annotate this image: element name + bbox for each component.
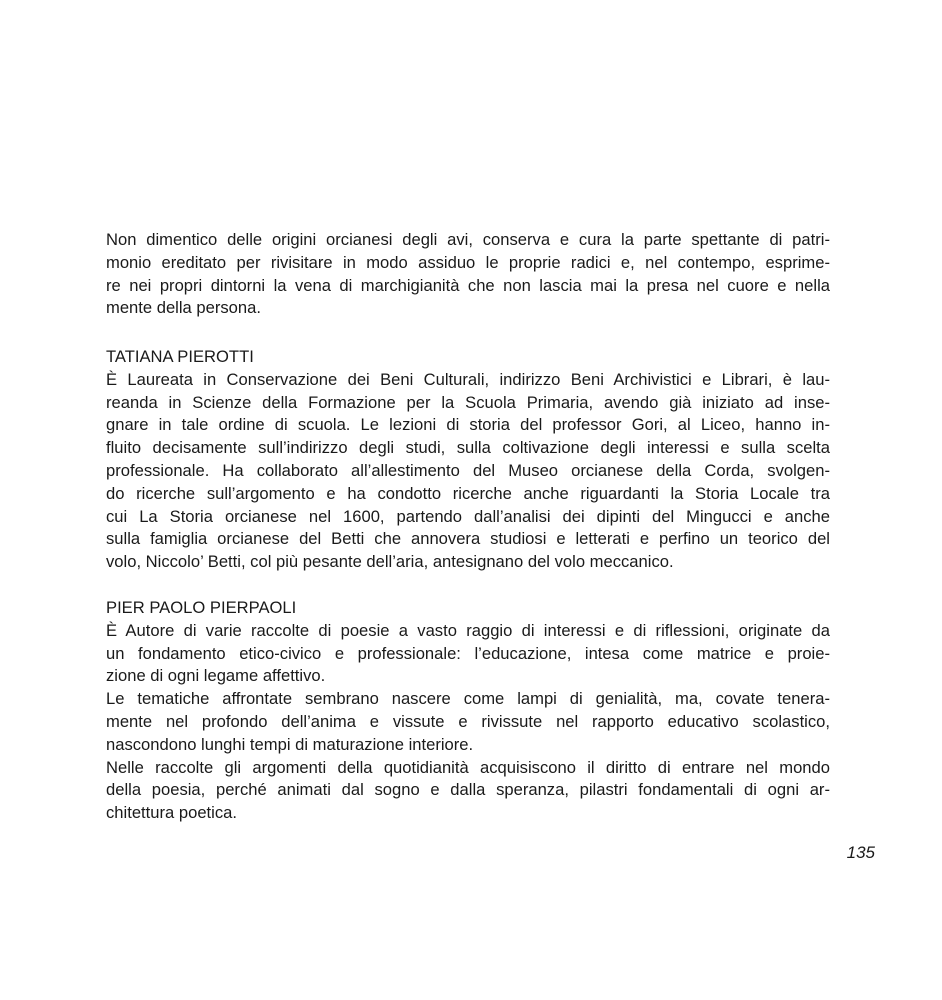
- section-heading: TATIANA PIEROTTI: [106, 347, 254, 366]
- paragraph-line: Non dimentico delle origini orcianesi degli avi, conserva e cura la parte spettante di patri-: [106, 230, 830, 249]
- intro-paragraph: [106, 229, 830, 320]
- paragraph-line: chitettura poetica.: [106, 803, 237, 823]
- paragraph-line: do ricerche sull’argomento e ha condotto ricerche anche riguardanti la Storia Locale tra: [106, 483, 830, 503]
- paragraph-line: mente della persona.: [106, 298, 261, 318]
- paragraph-line: della poesia, perché animati dal sogno e dalla speranza, pilastri fondamentali di ogni ar-: [106, 780, 830, 800]
- paragraph-line: cui La Storia orcianese nel 1600, partendo dall’analisi dei dipinti del Mingucci e anche: [106, 506, 830, 526]
- paragraph-line: Le tematiche affrontate sembrano nascere come lampi di genialità, ma, covate tenera-: [106, 689, 830, 709]
- paragraph-line: sulla famiglia orcianese del Betti che annovera studiosi e letterati e perfino un teorico del: [106, 529, 830, 549]
- paragraph-line: È Laureata in Conservazione dei Beni Culturali, indirizzo Beni Archivistici e Librari, è lau-: [106, 369, 830, 389]
- section-pier-paolo-pierpaoli: [106, 597, 830, 825]
- section-tatiana-pierotti: [106, 346, 830, 574]
- paragraph-line: re nei propri dintorni la vena di marchigianità che non lascia mai la presa nel cuore e nella: [106, 275, 830, 295]
- section-heading: PIER PAOLO PIERPAOLI: [106, 598, 297, 617]
- paragraph-line: volo, Niccolo’ Betti, col più pesante dell’aria, antesignano del volo meccanico.: [106, 552, 674, 572]
- paragraph-line: È Autore di varie raccolte di poesie a vasto raggio di interessi e di riflessioni, originate da: [106, 620, 830, 640]
- paragraph-line: reanda in Scienze della Formazione per la Scuola Primaria, avendo già iniziato ad inse-: [106, 392, 830, 412]
- paragraph-line: un fondamento etico-civico e professionale: l’educazione, intesa come matrice e proie-: [106, 643, 830, 663]
- paragraph-line: Nelle raccolte gli argomenti della quotidianità acquisiscono il diritto di entrare nel mondo: [106, 757, 830, 777]
- paragraph-line: gnare in tale ordine di scuola. Le lezioni di storia del professor Gori, al Liceo, hanno in-: [106, 415, 830, 435]
- paragraph-line: zione di ogni legame affettivo.: [106, 666, 326, 686]
- page-number: 135: [846, 843, 875, 862]
- paragraph-line: professionale. Ha collaborato all’allestimento del Museo orcianese della Corda, svolgen-: [106, 460, 830, 480]
- paragraph-line: nascondono lunghi tempi di maturazione interiore.: [106, 734, 474, 754]
- paragraph-line: mente nel profondo dell’anima e vissute e rivissute nel rapporto educativo scolastico,: [106, 711, 830, 731]
- paragraph-line: monio ereditato per rivisitare in modo assiduo le proprie radici e, nel contempo, esprime-: [106, 252, 830, 272]
- paragraph-line: fluito decisamente sull’indirizzo degli studi, sulla coltivazione degli interessi e sulla scelta: [106, 438, 830, 458]
